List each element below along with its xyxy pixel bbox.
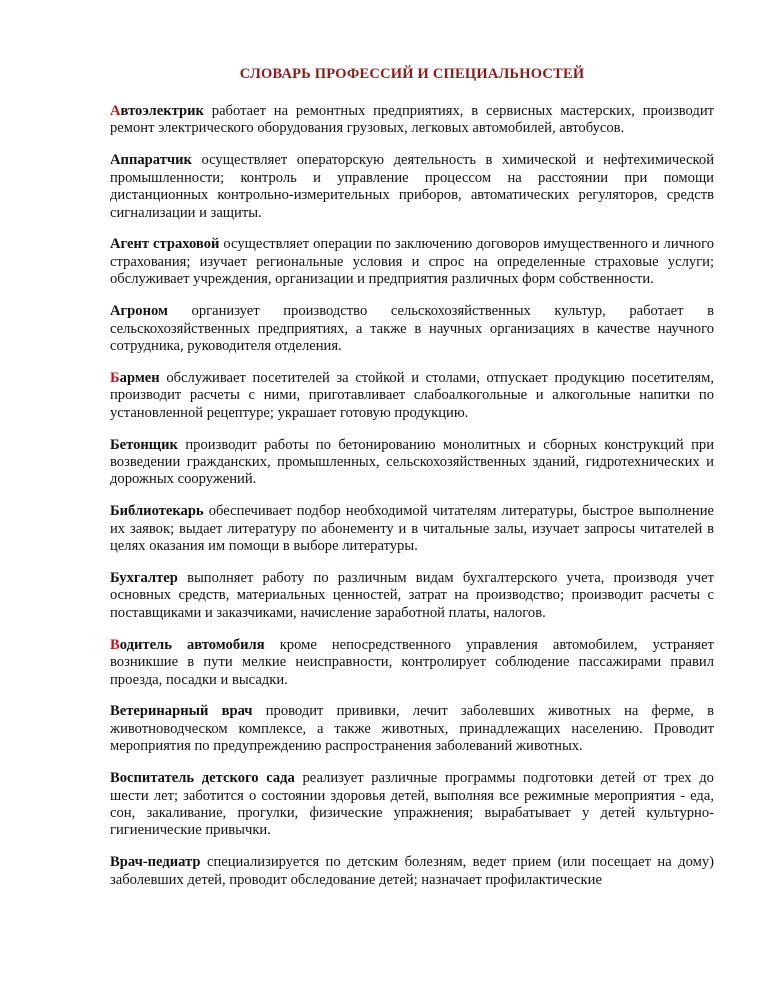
entry-term bbox=[110, 152, 192, 168]
dictionary-entry bbox=[110, 437, 714, 489]
entry-term bbox=[110, 437, 178, 453]
entry-term bbox=[110, 103, 204, 119]
entry-term-text: втоэлектрик bbox=[120, 103, 204, 119]
entry-term-text: Врач-педиатр bbox=[110, 854, 201, 871]
entry-description: выполняет работу по различным видам бухгалтерского учета, производя учет основных средств, материальных ценностей, затрат на производство; производит расчеты с поставщиками и заказчиками, начисление заработной платы, налогов. bbox=[110, 570, 714, 621]
entry-term bbox=[110, 570, 178, 586]
entry-description: работает на ремонтных предприятиях, в сервисных мастерских, производит ремонт электрического оборудования грузовых, легковых автомобилей, автобусов. bbox=[110, 103, 715, 137]
entry-term-text: Агроном bbox=[110, 303, 168, 320]
entry-term bbox=[110, 637, 265, 653]
entry-term bbox=[110, 236, 219, 252]
dictionary-entry bbox=[110, 503, 714, 555]
entry-term-text: Бетонщик bbox=[110, 436, 178, 453]
entry-term-text: Аппаратчик bbox=[110, 152, 192, 169]
entry-term bbox=[110, 770, 295, 786]
entry-term-text: Воспитатель детского сада bbox=[110, 770, 295, 787]
dictionary-entry bbox=[110, 854, 714, 889]
dictionary-entry bbox=[110, 770, 714, 840]
dictionary-entry bbox=[110, 637, 714, 689]
entry-description: осуществляет операторскую деятельность в химической и нефтехимической промышленности; контроль и управление процессом на расстоянии при помощи дистанционных контрольно-измерительных приборов, автоматических регуляторов, средств сигнализации и защиты. bbox=[110, 152, 715, 221]
entry-term-text: Ветеринарный врач bbox=[110, 703, 253, 720]
entry-description: проводит прививки, лечит заболевших животных на ферме, в животноводческом комплексе, а также животных, принадлежащих населению. Проводит мероприятия по предупреждению распространения заболеваний животных. bbox=[110, 703, 714, 755]
entry-term bbox=[110, 503, 204, 519]
entry-description: обслуживает посетителей за стойкой и столами, отпускает продукцию посетителям, производит расчеты с ними, приготавливает слабоалкогольные и алкогольные напитки по установленной рецептуре; украшает готовую продукцию. bbox=[110, 369, 714, 421]
dictionary-entries bbox=[110, 103, 714, 904]
entry-description: кроме непосредственного управления автомобилем, устраняет возникшие в пути мелкие неисправности, контролирует соблюдение пассажирами правил проезда, посадки и высадки. bbox=[110, 636, 714, 688]
entry-description: производит работы по бетонированию монолитных и сборных конструкций при возведении гражданских, промышленных, сельскохозяйственных зданий, гидротехнических и дорожных сооружений. bbox=[110, 436, 714, 488]
entry-term bbox=[110, 370, 160, 386]
entry-term-text: армен bbox=[119, 369, 160, 386]
page-title: СЛОВАРЬ ПРОФЕССИЙ И СПЕЦИАЛЬНОСТЕЙ bbox=[239, 66, 585, 82]
entry-description: специализируется по детским болезням, ведет прием (или посещает на дому) заболевших детей, проводит обследование детей; назначает профилактические bbox=[110, 854, 714, 888]
dictionary-entry bbox=[110, 370, 714, 422]
dictionary-entry bbox=[110, 303, 714, 355]
entry-term-text: Библиотекарь bbox=[110, 503, 204, 520]
dictionary-entry bbox=[110, 103, 714, 138]
dictionary-entry bbox=[110, 236, 714, 288]
dictionary-entry bbox=[110, 152, 714, 222]
dictionary-entry bbox=[110, 570, 714, 622]
dictionary-entry bbox=[110, 703, 714, 755]
entry-initial-letter: А bbox=[110, 103, 121, 119]
entry-initial-letter: Б bbox=[110, 369, 120, 386]
entry-term bbox=[110, 703, 253, 719]
entry-term-text: одитель автомобиля bbox=[119, 636, 265, 653]
entry-term-text: Бухгалтер bbox=[110, 570, 178, 587]
entry-term bbox=[110, 303, 168, 319]
entry-description: обеспечивает подбор необходимой читателям литературы, быстрое выполнение их заявок; выдает литературу по абонементу и в читальные залы, изучает запросы читателей в целях оказания им помощи в выборе литературы. bbox=[110, 503, 714, 555]
entry-initial-letter: В bbox=[110, 636, 120, 653]
entry-description: реализует различные программы подготовки детей от трех до шести лет; заботится о состоянии здоровья детей, выполняя все режимные мероприятия - еда, сон, закаливание, прогулки, физические упражнения; вырабатывает у детей культурно-гигиенические привычки. bbox=[110, 770, 714, 839]
entry-term-text: Агент страховой bbox=[110, 236, 220, 253]
entry-term bbox=[110, 854, 201, 870]
entry-description: осуществляет операции по заключению договоров имущественного и личного страхования; изучает региональные условия и спрос на определенные страховые услуги; обслуживает учреждения, организации и предприятия различных форм собственности. bbox=[110, 236, 714, 288]
entry-description: организует производство сельскохозяйственных культур, работает в сельскохозяйственных предприятиях, а также в научных организациях в качестве научного сотрудника, руководителя отделения. bbox=[110, 303, 715, 354]
